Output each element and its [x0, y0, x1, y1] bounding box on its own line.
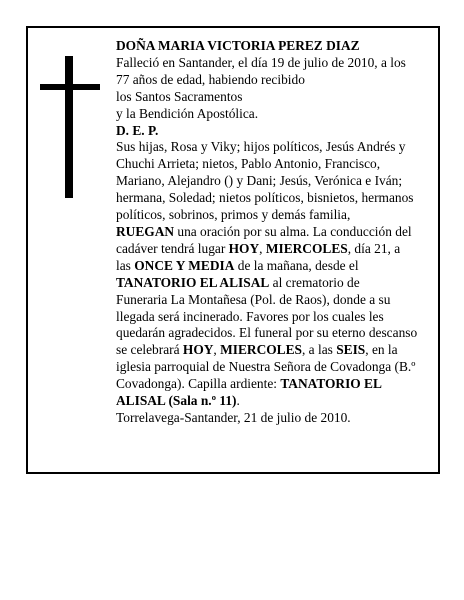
text-segment: Mariano, Alejandro () y Dani; Jesús, Verónica e Iván;: [116, 173, 403, 189]
text-segment: una oración por su alma. La conducción del: [174, 223, 412, 239]
text-line: [116, 89, 416, 106]
text-line: [116, 55, 416, 72]
obituary-text: [116, 38, 416, 427]
text-segment: políticos, sobrinos, primos y demás familia,: [116, 207, 351, 223]
text-segment: MIERCOLES: [220, 342, 302, 358]
text-line: [116, 342, 416, 359]
text-segment: ,: [213, 342, 221, 358]
text-line: [116, 325, 416, 342]
text-segment: HOY: [228, 240, 260, 256]
text-line: [116, 410, 416, 427]
text-segment: Falleció en Santander, el día 19 de julio de 2010, a los: [116, 54, 406, 70]
text-segment: , día 21, a: [347, 240, 401, 256]
text-segment: RUEGAN: [116, 223, 175, 239]
text-line: [116, 241, 416, 258]
text-segment: , en la: [365, 342, 398, 358]
text-segment: .: [236, 393, 240, 409]
text-segment: ,: [259, 240, 266, 256]
text-segment: las: [116, 257, 135, 273]
text-segment: Sus hijas, Rosa y Viky; hijos políticos, Jesús Andrés y: [116, 139, 406, 155]
text-segment: llegada será incinerado. Favores por los cuales les: [116, 308, 384, 324]
text-line: [116, 224, 416, 241]
text-line: [116, 72, 416, 89]
text-line: [116, 393, 416, 410]
text-line: [116, 123, 416, 140]
text-segment: hermana, Soledad; nietos políticos, bisnietos, hermanos: [116, 190, 414, 206]
text-segment: quedarán agradecidos. El funeral por su eterno descanso: [116, 325, 418, 341]
text-segment: al crematorio de: [269, 274, 360, 290]
text-line: [116, 190, 416, 207]
text-segment: SEIS: [336, 342, 366, 358]
text-segment: TANATORIO EL: [280, 376, 382, 392]
text-segment: , a las: [301, 342, 337, 358]
text-segment: Covadonga). Capilla ardiente:: [116, 376, 281, 392]
text-line: [116, 173, 416, 190]
text-line: [116, 359, 416, 376]
text-segment: Funeraria La Montañesa (Pol. de Raos), donde a su: [116, 291, 391, 307]
text-segment: Chuchi Arrieta; nietos, Pablo Antonio, Francisco,: [116, 156, 381, 172]
text-segment: HOY: [182, 342, 214, 358]
obituary-body: [116, 55, 416, 427]
cross-icon: [40, 56, 100, 198]
text-segment: TANATORIO EL ALISAL: [116, 274, 270, 290]
text-segment: ONCE Y MEDIA: [134, 257, 235, 273]
text-line: [116, 275, 416, 292]
text-line: [116, 258, 416, 275]
text-segment: D. E. P.: [116, 122, 159, 138]
text-line: [116, 106, 416, 123]
text-segment: de la mañana, desde el: [234, 257, 359, 273]
text-segment: MIERCOLES: [265, 240, 348, 256]
text-line: [116, 292, 416, 309]
text-segment: ALISAL (Sala n.º 11): [116, 393, 237, 409]
text-segment: iglesia parroquial de Nuestra Señora de Covadonga (B.º: [116, 359, 416, 375]
text-segment: Torrelavega-Santander, 21 de julio de 2010.: [116, 409, 351, 425]
text-segment: 77 años de edad, habiendo recibido: [116, 71, 305, 87]
text-line: [116, 156, 416, 173]
text-line: [116, 309, 416, 326]
text-line: [116, 207, 416, 224]
text-segment: se celebrará: [116, 342, 183, 358]
text-segment: y la Bendición Apostólica.: [116, 105, 259, 121]
text-line: [116, 376, 416, 393]
text-segment: los Santos Sacramentos: [116, 88, 243, 104]
text-segment: cadáver tendrá lugar: [116, 240, 229, 256]
text-line: [116, 139, 416, 156]
deceased-name: DOÑA MARIA VICTORIA PEREZ DIAZ: [116, 38, 360, 53]
